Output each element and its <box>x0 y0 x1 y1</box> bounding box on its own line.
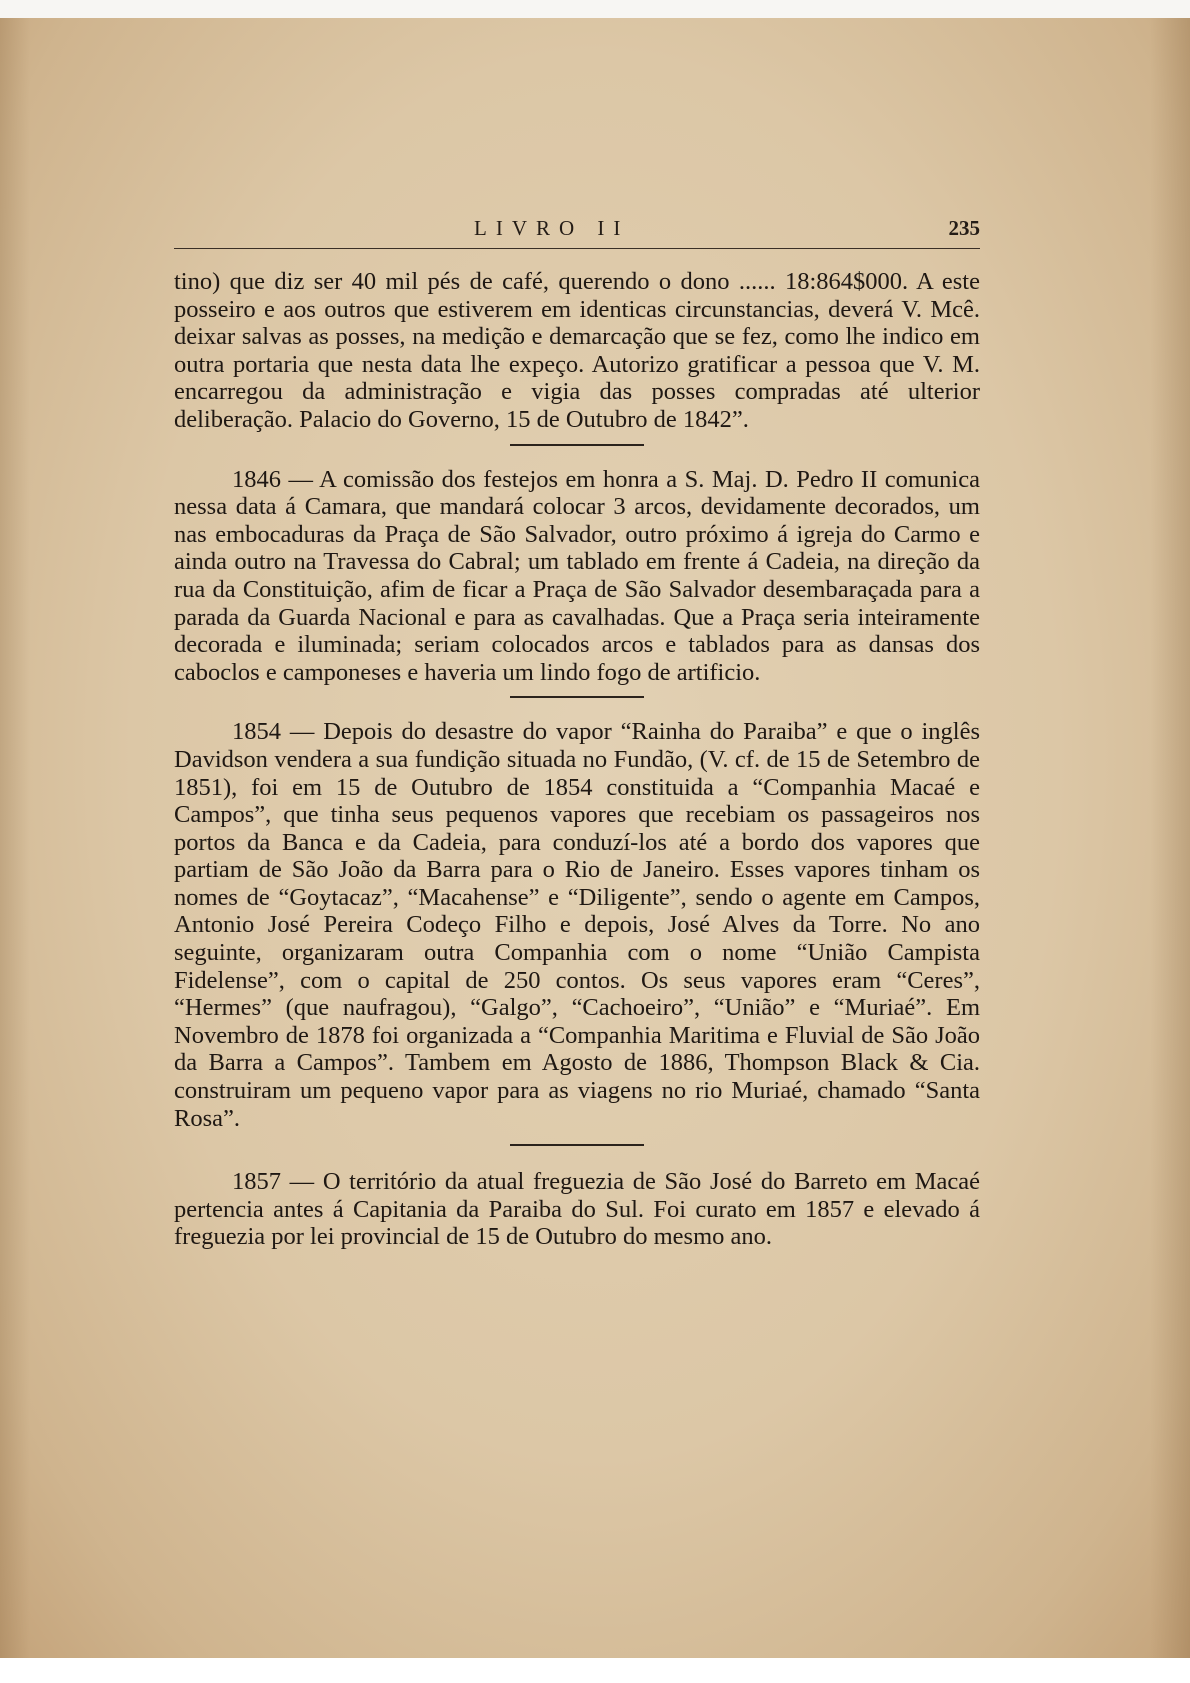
scanner-margin-bottom <box>0 1658 1190 1683</box>
section-separator <box>510 444 644 446</box>
page-number: 235 <box>948 216 980 240</box>
paragraph-1857: 1857 — O território da atual freguezia de São José do Barreto em Macaé pertencia antes á Capitania da Paraiba do Sul. Foi curato em 1857 e elevado á freguezia por lei provincial de 15 de Outubro do mesmo ano. <box>174 1168 980 1251</box>
paragraph-1854: 1854 — Depois do desastre do vapor “Rainha do Paraiba” e que o inglês Davidson vendera a sua fundição situada no Fundão, (V. cf. de 15 de Setembro de 1851), foi em 15 de Outubro de 1854 constituida a “Companhia Macaé e Campos”, que tinha seus pequenos vapores que recebiam os passageiros nos portos da Banca e da Cadeia, para conduzí-los até a bordo dos vapores que partiam de São João da Barra para o Rio de Janeiro. Esses vapores tinham os nomes de “Goytacaz”, “Macahense” e “Diligente”, sendo o agente em Campos, Antonio José Pereira Codeço Filho e depois, José Alves da Torre. No ano seguinte, organizaram outra Companhia com o nome “União Campista Fidelense”, com o capital de 250 contos. Os seus vapores eram “Ceres”, “Hermes” (que naufragou), “Galgo”, “Cachoeiro”, “União” e “Muriaé”. Em Novembro de 1878 foi organizada a “Companhia Maritima e Fluvial de São João da Barra a Campos”. Tambem em Agosto de 1886, Thompson Black & Cia. construiram um pequeno vapor para as viagens no rio Muriaé, chamado “Santa Rosa”. <box>174 718 980 1132</box>
page-edge-right <box>1150 18 1190 1658</box>
running-head: LIVRO II <box>474 216 630 240</box>
section-separator <box>510 1144 644 1146</box>
page-header <box>174 214 980 249</box>
paragraph-1846: 1846 — A comissão dos festejos em honra a S. Maj. D. Pedro II comunica nessa data á Camara, que mandará colocar 3 arcos, devidamente decorados, um nas embocaduras da Praça de São Salvador, outro próximo á igreja do Carmo e ainda outro na Travessa do Cabral; um tablado em frente á Cadeia, na direção da rua da Constituição, afim de ficar a Praça de São Salvador desembaraçada para a parada da Guarda Nacional e para as cavalhadas. Que a Praça seria inteiramente decorada e iluminada; seriam colocados arcos e tablados para as dansas dos caboclos e camponeses e haveria um lindo fogo de artificio. <box>174 465 980 686</box>
section-separator <box>510 696 644 698</box>
paragraph-1842-continuation: tino) que diz ser 40 mil pés de café, querendo o dono ...... 18:864$000. A este posseiro e aos outros que estiverem em identicas circunstancias, deverá V. Mcê. deixar salvas as posses, na medição e demarcação que se fez, como lhe indico em outra portaria que nesta data lhe expeço. Autorizo gratificar a pessoa que V. M. encarregou da administração e vigia das posses compradas até ulterior deliberação. Palacio do Governo, 15 de Outubro de 1842”. <box>174 268 980 433</box>
body-text <box>174 268 980 1251</box>
page-edge-left <box>0 18 30 1658</box>
scanner-margin-top <box>0 0 1190 18</box>
